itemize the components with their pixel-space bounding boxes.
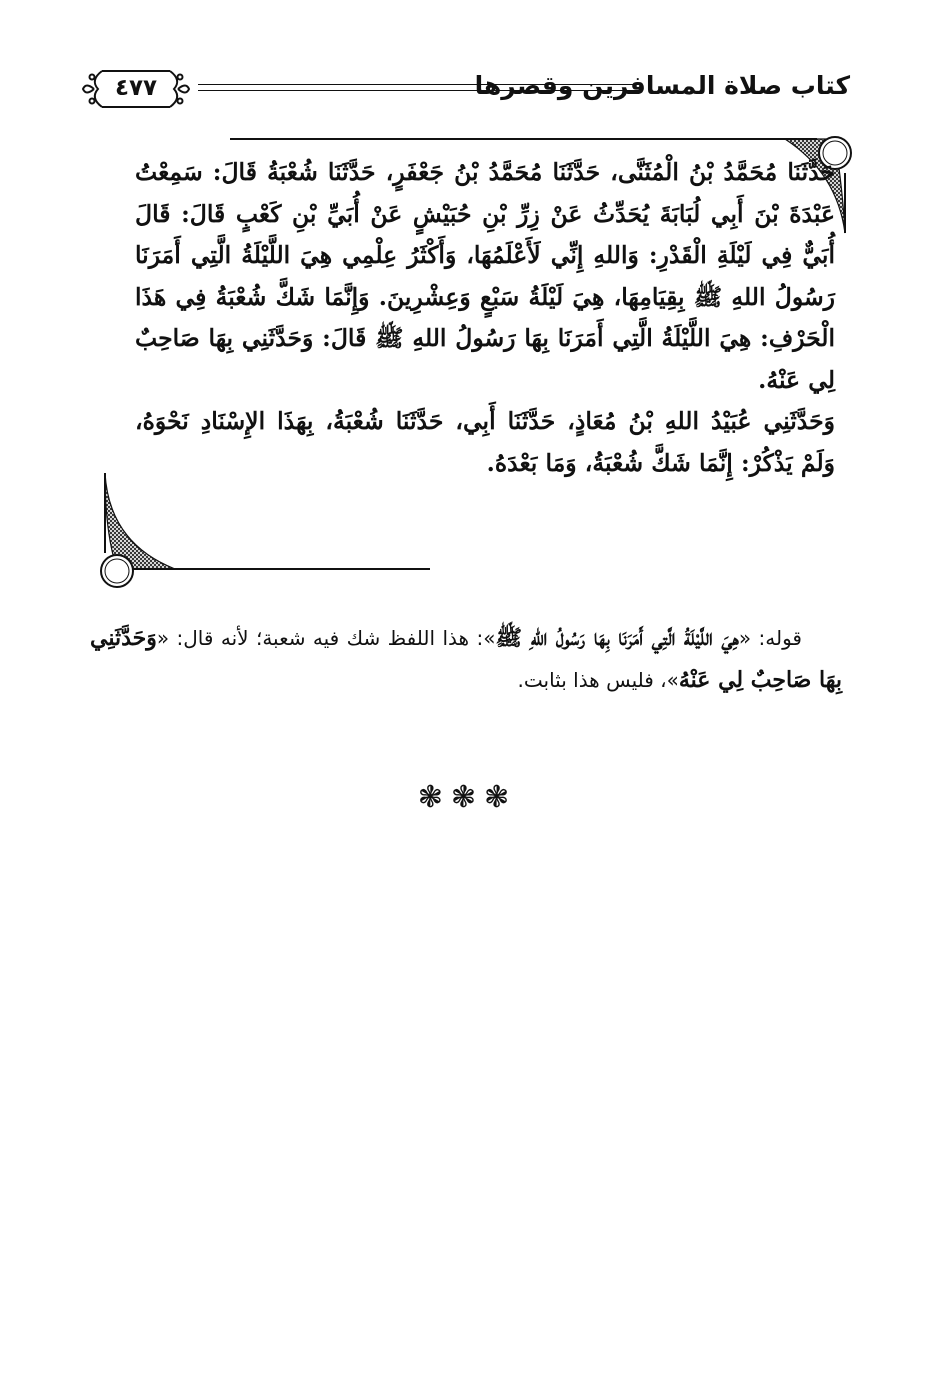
page-number: ٤٧٧ — [114, 75, 158, 101]
hadith-paragraph-2: وَحَدَّثَنِي عُبَيْدُ اللهِ بْنُ مُعَاذٍ، حَدَّثَنَا أَبِي، حَدَّثَنَا شُعْبَةُ، بِهَذَا الإِسْنَادِ نَحْوَهُ، وَلَمْ يَذْكُرْ: إِنَّمَا شَكَّ شُعْبَةُ، وَمَا بَعْدَهُ. — [135, 407, 835, 477]
running-title: كتاب صلاة المسافرين وقصرها — [474, 71, 850, 100]
section-divider: ❃❃❃ — [417, 780, 518, 815]
commentary-middle: »: هذا اللفظ شك فيه شعبة؛ لأنه قال: « — [156, 626, 496, 650]
hadith-paragraph-1: حَدَّثَنَا مُحَمَّدُ بْنُ الْمُثَنَّى، حَدَّثَنَا مُحَمَّدُ بْنُ جَعْفَرٍ، حَدَّثَنَا شُعْبَةُ قَالَ: سَمِعْتُ عَبْدَةَ بْنَ أَبِي لُبَابَةَ يُحَدِّثُ عَنْ زِرِّ بْنِ حُبَيْشٍ عَنْ أُبَيِّ بْنِ كَعْبٍ قَالَ: قَالَ أُبَيٌّ فِي لَيْلَةِ الْقَدْرِ: وَاللهِ إِنِّي لَأَعْلَمُهَا، وَأَكْثَرُ عِلْمِي هِيَ اللَّيْلَةُ الَّتِي أَمَرَنَا رَسُولُ اللهِ ﷺ بِقِيَامِهَا، هِيَ لَيْلَةُ سَبْعٍ وَعِشْرِينَ. وَإِنَّمَا شَكَّ شُعْبَةُ فِي هَذَا الْحَرْفِ: هِيَ اللَّيْلَةُ الَّتِي أَمَرَنَا بِهَا رَسُولُ اللهِ ﷺ قَالَ: وَحَدَّثَنِي بِهَا صَاحِبٌ لِي عَنْهُ. — [135, 158, 835, 394]
commentary-tail: »، فليس هذا بثابت. — [517, 668, 679, 692]
page-number-ornament — [80, 68, 192, 110]
commentary-quote-2: وَحَدَّثَنِي بِهَا صَاحِبٌ لِي عَنْهُ — [90, 625, 842, 693]
commentary — [90, 617, 842, 701]
commentary-quote-1: هِيَ اللَّيْلَةُ الَّتِي أَمَرَنَا بِهَا رَسُولُ اللهِ ﷺ — [495, 625, 739, 651]
commentary-lead: قوله: « — [738, 626, 802, 650]
hadith-text — [135, 152, 835, 484]
header-rule — [198, 84, 640, 91]
commentary-paragraph — [90, 617, 842, 701]
page-header — [80, 66, 850, 120]
